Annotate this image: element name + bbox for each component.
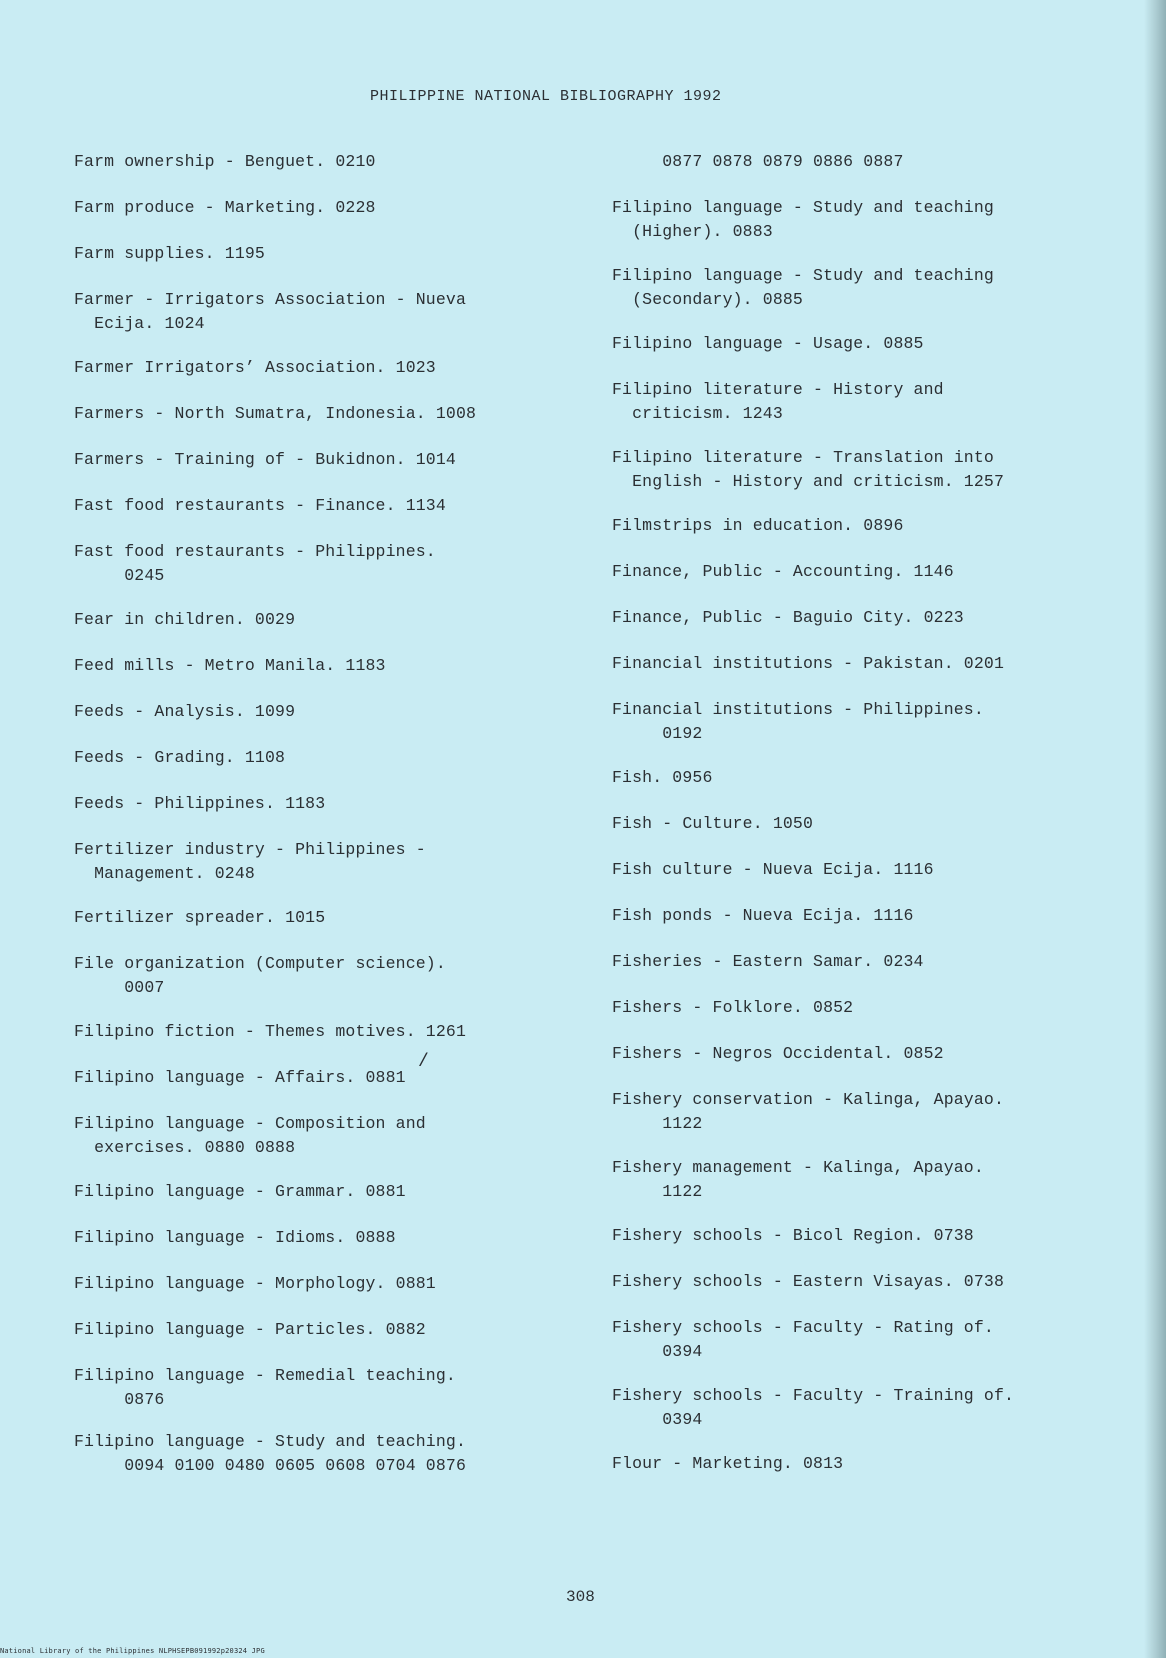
entry-heading: Filipino language - Composition and [74, 1114, 426, 1133]
entry-heading: Filipino literature - Translation into [612, 448, 994, 467]
index-entry [612, 996, 853, 1020]
index-entry [74, 1318, 426, 1342]
entry-continuation: 1122 [612, 1182, 703, 1201]
index-entry [612, 812, 813, 836]
entry-heading: Fish - Culture. 1050 [612, 814, 814, 833]
index-entry [612, 950, 924, 974]
entry-continuation: 0394 [612, 1342, 703, 1361]
entry-continuation: criticism. 1243 [612, 404, 783, 423]
index-entry [74, 448, 456, 472]
index-entry [612, 904, 914, 928]
entry-heading: Fishers - Negros Occidental. 0852 [612, 1044, 944, 1063]
index-entry [74, 1272, 436, 1296]
entry-heading: Farmer Irrigators’ Association. 1023 [74, 358, 436, 377]
index-entry [74, 1226, 396, 1250]
index-entry [74, 952, 446, 1000]
entry-heading: Fishery schools - Eastern Visayas. 0738 [612, 1272, 1005, 1291]
entry-heading: Farm produce - Marketing. 0228 [74, 198, 376, 217]
entry-heading: Filipino language - Study and teaching. [74, 1432, 467, 1451]
entry-continuation: English - History and criticism. 1257 [612, 472, 1005, 491]
entry-heading: Filipino language - Study and teaching [612, 266, 994, 285]
entry-heading: File organization (Computer science). [74, 954, 446, 973]
page-number: 308 [566, 1588, 595, 1606]
entry-continuation: 0094 0100 0480 0605 0608 0704 0876 [74, 1456, 467, 1475]
index-entry [612, 514, 904, 538]
entry-heading: Farmers - Training of - Bukidnon. 1014 [74, 450, 456, 469]
entry-heading: Fishery conservation - Kalinga, Apayao. [612, 1090, 1005, 1109]
index-entry [612, 652, 1004, 676]
index-entry [612, 606, 964, 630]
entry-heading: Fish culture - Nueva Ecija. 1116 [612, 860, 934, 879]
entry-heading: Filmstrips in education. 0896 [612, 516, 904, 535]
entry-heading: Fast food restaurants - Finance. 1134 [74, 496, 446, 515]
entry-heading: Fish ponds - Nueva Ecija. 1116 [612, 906, 914, 925]
index-entry [612, 1270, 1004, 1294]
entry-heading: Financial institutions - Philippines. [612, 700, 984, 719]
entry-heading: Fertilizer industry - Philippines - [74, 840, 426, 859]
index-entry [612, 1088, 1004, 1136]
entry-heading: Fisheries - Eastern Samar. 0234 [612, 952, 924, 971]
entry-heading: Fast food restaurants - Philippines. [74, 542, 436, 561]
index-entry [612, 698, 984, 746]
index-entry [612, 1316, 994, 1364]
entry-continuation: (Higher). 0883 [612, 222, 773, 241]
entry-heading: Filipino language - Affairs. 0881 [74, 1068, 406, 1087]
index-entry [74, 196, 376, 220]
entry-heading: Farmers - North Sumatra, Indonesia. 1008 [74, 404, 477, 423]
entry-heading: Fishery schools - Faculty - Training of. [612, 1386, 1015, 1405]
scan-source-note: National Library of the Philippines NLPHSEPB091992p20324 JPG [0, 1647, 265, 1655]
entry-heading: Fishers - Folklore. 0852 [612, 998, 854, 1017]
entry-heading: Filipino language - Particles. 0882 [74, 1320, 426, 1339]
entry-heading: Fishery schools - Bicol Region. 0738 [612, 1226, 974, 1245]
index-entry [74, 792, 325, 816]
index-entry [612, 196, 994, 244]
index-entry [74, 608, 295, 632]
index-entry [74, 1020, 466, 1044]
index-entry [74, 1112, 426, 1160]
entry-heading: Feeds - Analysis. 1099 [74, 702, 296, 721]
index-entry [612, 1156, 984, 1204]
entry-heading: Filipino language - Idioms. 0888 [74, 1228, 396, 1247]
index-entry [74, 402, 476, 426]
entry-heading: Feeds - Philippines. 1183 [74, 794, 326, 813]
entry-continuation: Management. 0248 [74, 864, 255, 883]
index-entry [612, 332, 924, 356]
entry-heading: Filipino language - Grammar. 0881 [74, 1182, 406, 1201]
entry-heading: Filipino language - Study and teaching [612, 198, 994, 217]
page-title: PHILIPPINE NATIONAL BIBLIOGRAPHY 1992 [370, 88, 722, 105]
index-entry [74, 1180, 406, 1204]
entry-heading: Filipino fiction - Themes motives. 1261 [74, 1022, 467, 1041]
entry-heading: Filipino language - Morphology. 0881 [74, 1274, 436, 1293]
entry-continuation: 0876 [74, 1390, 165, 1409]
entry-heading: Fishery management - Kalinga, Apayao. [612, 1158, 984, 1177]
entry-heading: Filipino literature - History and [612, 380, 944, 399]
entry-heading: Feed mills - Metro Manila. 1183 [74, 656, 386, 675]
index-entry [612, 766, 713, 790]
entry-continuation: 0192 [612, 724, 703, 743]
entry-heading: 0877 0878 0879 0886 0887 [612, 152, 904, 171]
entry-heading: Financial institutions - Pakistan. 0201 [612, 654, 1005, 673]
entry-continuation: exercises. 0880 0888 [74, 1138, 296, 1157]
entry-heading: Finance, Public - Baguio City. 0223 [612, 608, 964, 627]
index-entry [612, 1042, 944, 1066]
index-entry [74, 654, 386, 678]
index-entry [74, 150, 376, 174]
entry-heading: Farmer - Irrigators Association - Nueva [74, 290, 467, 309]
stray-mark: / [418, 1052, 429, 1072]
index-entry [74, 288, 466, 336]
entry-continuation: Ecija. 1024 [74, 314, 205, 333]
index-entry [612, 264, 994, 312]
entry-continuation: 0007 [74, 978, 165, 997]
index-entry [612, 446, 1004, 494]
entry-heading: Fertilizer spreader. 1015 [74, 908, 326, 927]
index-entry [612, 560, 954, 584]
index-entry [74, 494, 446, 518]
index-entry [74, 1066, 406, 1090]
entry-heading: Feeds - Grading. 1108 [74, 748, 286, 767]
entry-heading: Filipino language - Usage. 0885 [612, 334, 924, 353]
index-entry [612, 378, 944, 426]
entry-continuation: (Secondary). 0885 [612, 290, 803, 309]
entry-continuation: 0394 [612, 1410, 703, 1429]
entry-heading: Flour - Marketing. 0813 [612, 1454, 844, 1473]
index-entry [74, 242, 265, 266]
entry-heading: Filipino language - Remedial teaching. [74, 1366, 456, 1385]
entry-continuation: 0245 [74, 566, 165, 585]
entry-heading: Finance, Public - Accounting. 1146 [612, 562, 954, 581]
index-entry [612, 1384, 1014, 1432]
index-entry [74, 540, 436, 588]
entry-heading: Fear in children. 0029 [74, 610, 296, 629]
entry-heading: Farm ownership - Benguet. 0210 [74, 152, 376, 171]
index-entry [74, 838, 426, 886]
entry-continuation: 1122 [612, 1114, 703, 1133]
index-entry [612, 1224, 974, 1248]
entry-heading: Farm supplies. 1195 [74, 244, 265, 263]
index-entry [74, 700, 295, 724]
index-entry [74, 746, 285, 770]
page-edge-shadow [1144, 0, 1166, 1658]
entry-heading: Fishery schools - Faculty - Rating of. [612, 1318, 994, 1337]
index-entry [74, 1430, 466, 1478]
index-entry [74, 356, 436, 380]
index-entry [74, 906, 325, 930]
entry-heading: Fish. 0956 [612, 768, 713, 787]
index-entry [612, 150, 904, 174]
index-entry [612, 1452, 843, 1476]
index-entry [74, 1364, 456, 1412]
index-entry [612, 858, 934, 882]
